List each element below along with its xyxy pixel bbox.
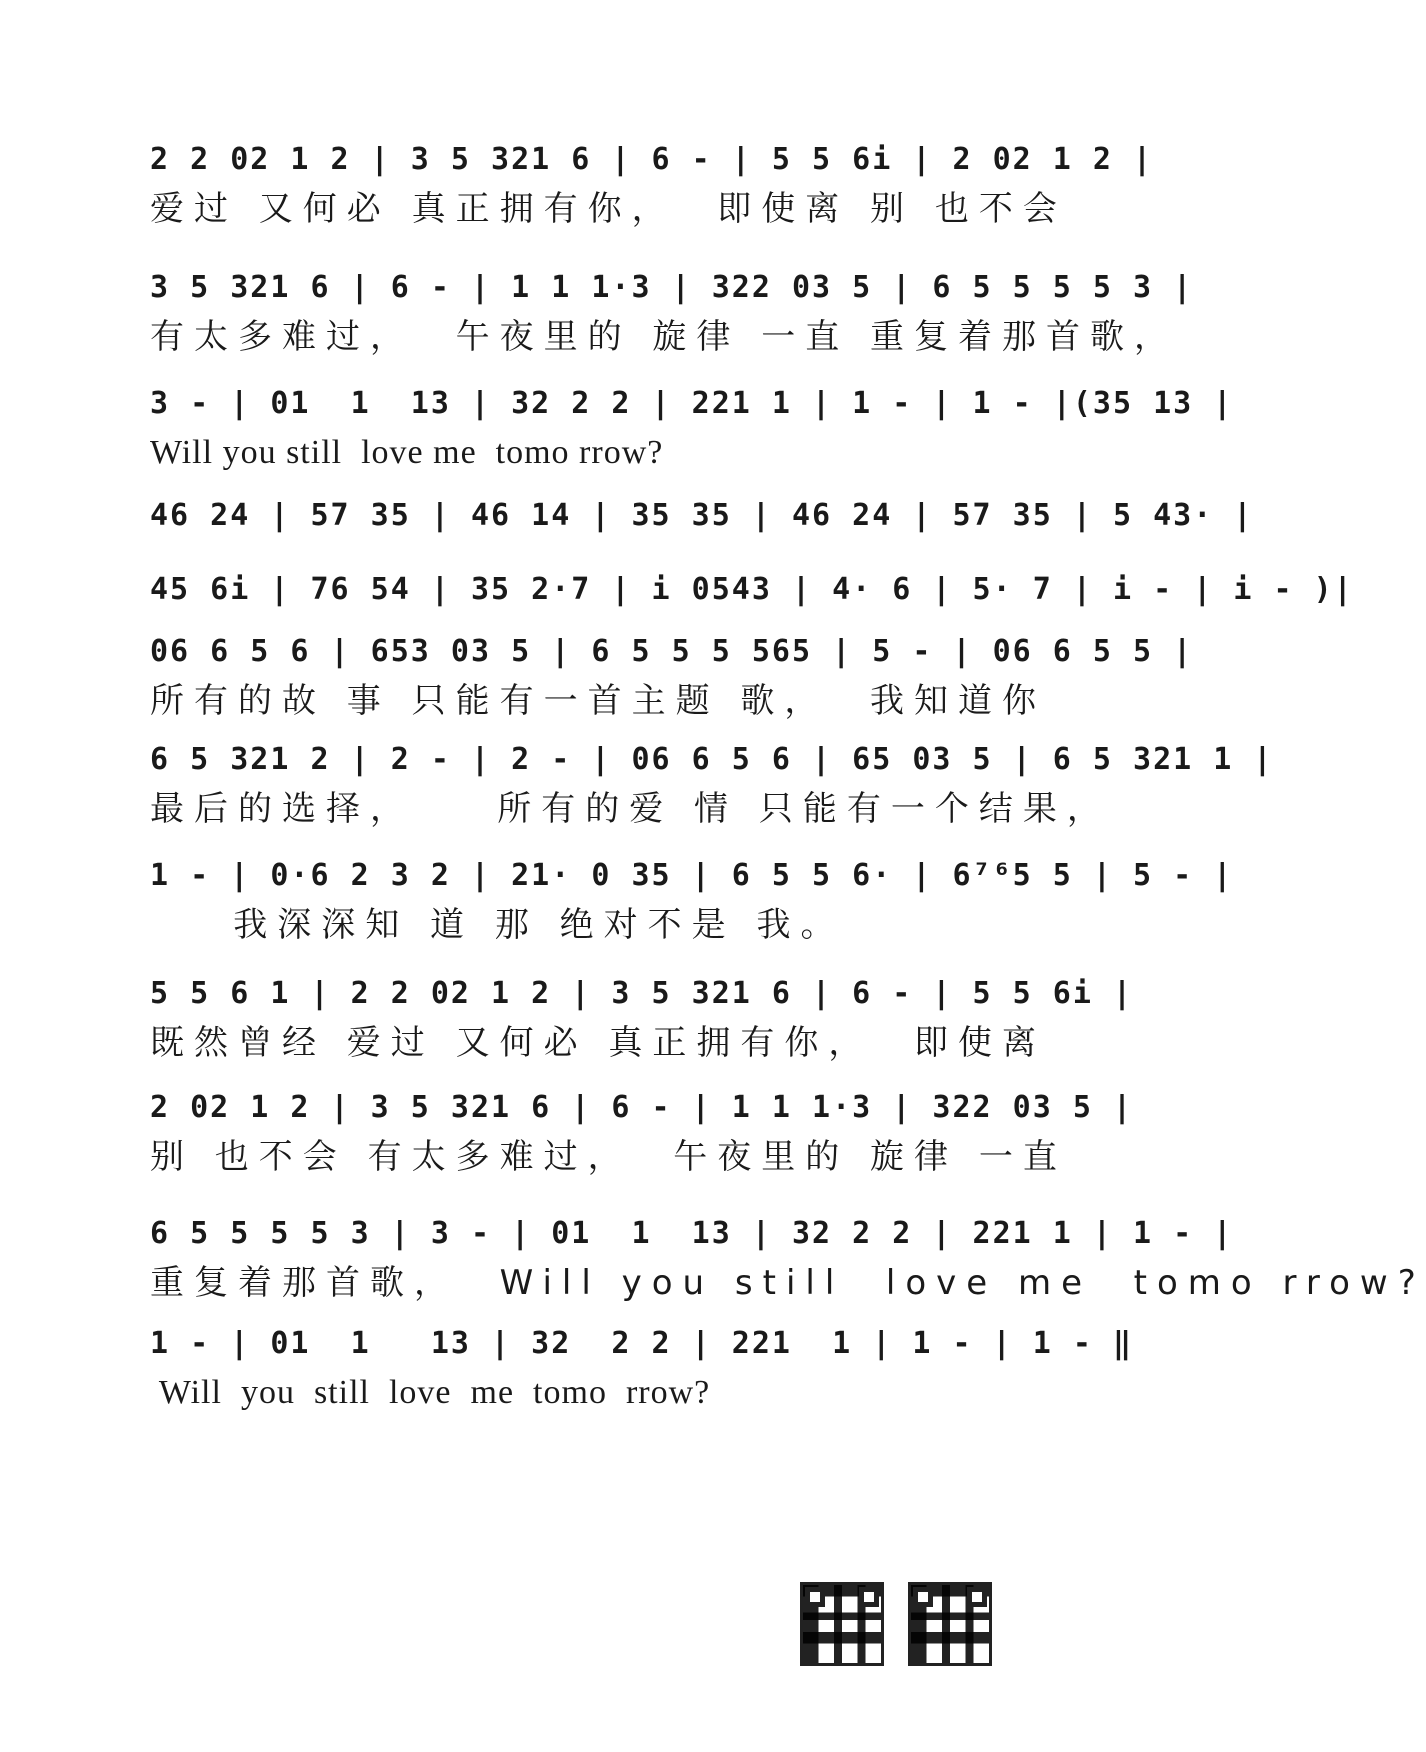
notation-line: 6 5 5 5 5 3 | 3 - | 01 1 13 | 32 2 2 | 221 1 | 1 - | (150, 1216, 1234, 1251)
notation-line: 5 5 6 1 | 2 2 02 1 2 | 3 5 321 6 | 6 - | 5 5 6i | (150, 976, 1134, 1011)
notation-line: 6 5 321 2 | 2 - | 2 - | 06 6 5 6 | 65 03 5 | 6 5 321 1 | (150, 742, 1274, 777)
staff-row-4 (150, 496, 1254, 536)
lyric-line: Will you still love me tomo rrow? (150, 434, 664, 471)
staff-row-9 (150, 974, 1135, 1066)
lyric-line: 重复着那首歌， Will you still love me tomo rrow? (150, 1263, 1426, 1303)
lyric-line: 最后的选择， 所有的爱 情 只能有一个结果， (150, 789, 1111, 829)
notation-line: 3 5 321 6 | 6 - | 1 1 1·3 | 322 03 5 | 6 5 5 5 5 3 | (150, 270, 1194, 305)
lyric-line: 我深深知 道 那 绝对不是 我。 (150, 905, 845, 945)
notation-line: 3 - | 01 1 13 | 32 2 2 | 221 1 | 1 - | 1 - |(35 13 | (150, 386, 1234, 421)
notation-line: 45 6i | 76 54 | 35 2·7 | i 0543 | 4· 6 | 5· 7 | i - | i - )| (150, 572, 1354, 607)
staff-row-12 (150, 1324, 1135, 1416)
lyric-line: Will you still love me tomo rrow? (150, 1374, 711, 1411)
notation-line: 46 24 | 57 35 | 46 14 | 35 35 | 46 24 | 57 35 | 5 43· | (150, 498, 1254, 533)
staff-row-8 (150, 856, 1234, 948)
lyric-line: 别 也不会 有太多难过， 午夜里的 旋律 一直 (150, 1137, 1067, 1177)
lyric-line: 有太多难过， 午夜里的 旋律 一直 重复着那首歌， (150, 317, 1179, 357)
notation-line: 06 6 5 6 | 653 03 5 | 6 5 5 5 565 | 5 - | 06 6 5 5 | (150, 634, 1194, 669)
lyric-line: 既然曾经 爱过 又何必 真正拥有你， 即使离 (150, 1023, 1047, 1063)
staff-row-5 (150, 570, 1354, 610)
qr-code-image (800, 1582, 884, 1666)
staff-row-6 (150, 632, 1194, 724)
lyric-line: 爱过 又何必 真正拥有你， 即使离 别 也不会 (150, 189, 1067, 229)
notation-line: 1 - | 01 1 13 | 32 2 2 | 221 1 | 1 - | 1 - ‖ (150, 1326, 1134, 1361)
notation-line: 1 - | 0·6 2 3 2 | 21· 0 35 | 6 5 5 6· | 6⁷⁶5 5 | 5 - | (150, 858, 1234, 893)
lyric-line: 所有的故 事 只能有一首主题 歌， 我知道你 (150, 681, 1047, 721)
notation-line: 2 2 02 1 2 | 3 5 321 6 | 6 - | 5 5 6i | 2 02 1 2 | (150, 142, 1154, 177)
staff-row-2 (150, 268, 1194, 360)
notation-line: 2 02 1 2 | 3 5 321 6 | 6 - | 1 1 1·3 | 322 03 5 | (150, 1090, 1134, 1125)
staff-row-11 (150, 1214, 1426, 1306)
qr-code-image (908, 1582, 992, 1666)
staff-row-3 (150, 384, 1234, 476)
staff-row-10 (150, 1088, 1135, 1180)
staff-row-7 (150, 740, 1274, 832)
staff-row-1 (150, 140, 1154, 232)
